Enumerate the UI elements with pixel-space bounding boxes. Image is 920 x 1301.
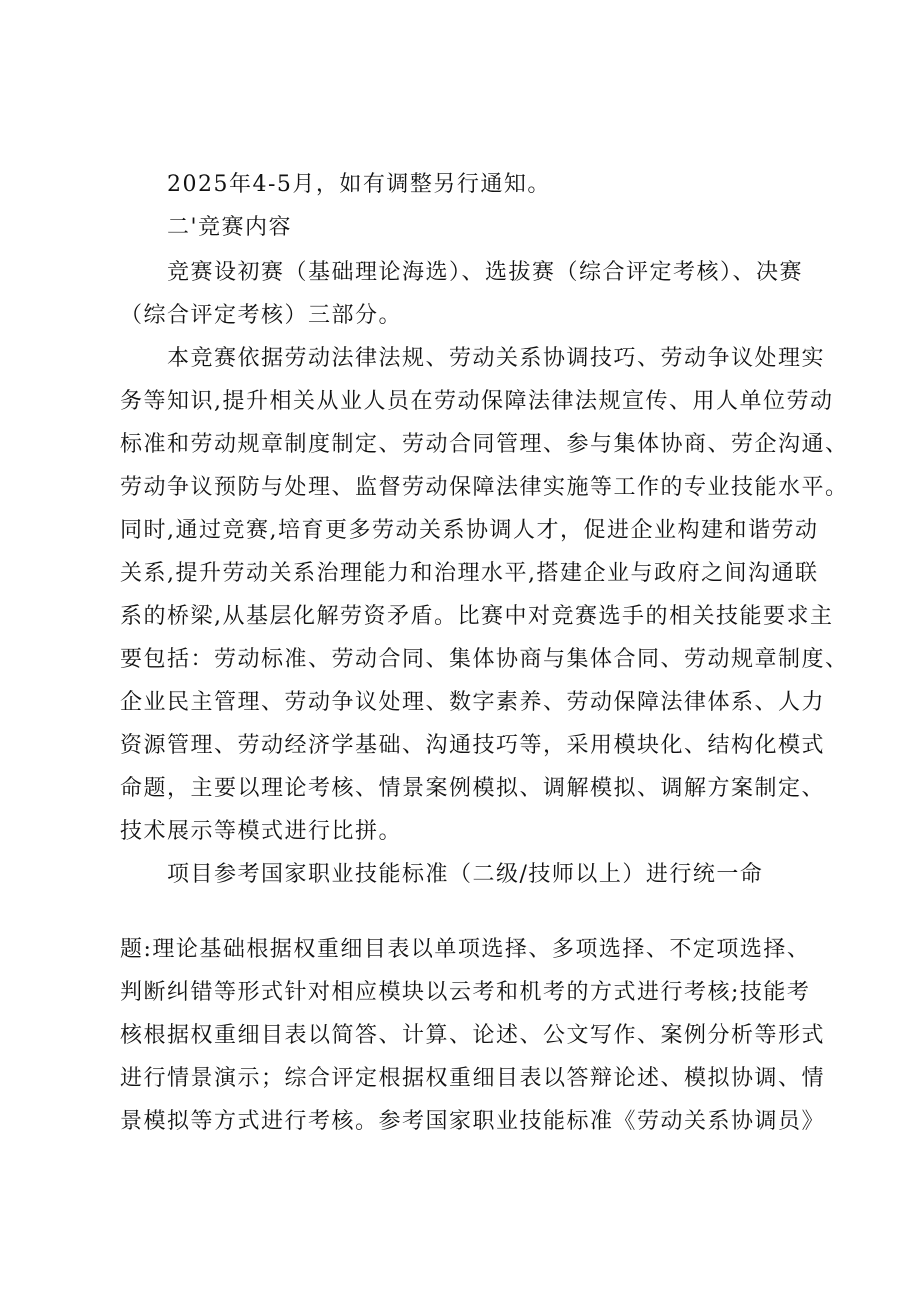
- paragraph-basis-line: 系的桥梁,从基层化解劳资矛盾。比赛中对竞赛选手的相关技能要求主: [120, 604, 834, 629]
- paragraph-standard-line: 题:理论基础根据权重细目表以单项选择、多项选择、不定项选择、: [120, 937, 811, 962]
- paragraph-standard-line: 判断纠错等形式针对相应模块以云考和机考的方式进行考核;技能考: [120, 980, 811, 1005]
- paragraph-basis-line: 本竞赛依据劳动法律法规、劳动关系协调技巧、劳动争议处理实: [167, 346, 826, 371]
- paragraph-basis-line: 命题，主要以理论考核、情景案例模拟、调解模拟、调解方案制定、: [120, 776, 826, 801]
- paragraph-basis-line: 关系,提升劳动关系治理能力和治理水平,搭建企业与政府之间沟通联: [120, 561, 819, 586]
- paragraph-basis-line: 同时,通过竞赛,培育更多劳动关系协调人才，促进企业构建和谐劳动: [120, 518, 819, 543]
- paragraph-basis-line: 企业民主管理、劳动争议处理、数字素养、劳动保障法律体系、人力: [120, 690, 826, 715]
- paragraph-basis-line: 标准和劳动规章制度制定、劳动合同管理、参与集体协商、劳企沟通、: [120, 432, 849, 457]
- paragraph-structure-line: 竞赛设初赛（基础理论海选）、选拔赛（综合评定考核）、决赛: [167, 260, 804, 285]
- paragraph-standard-line: 景模拟等方式进行考核。参考国家职业技能标准《劳动关系协调员》: [120, 1109, 826, 1134]
- paragraph-standard-line: 进行情景演示；综合评定根据权重细目表以答辩论述、模拟协调、情: [120, 1066, 826, 1091]
- paragraph-standard-line: 核根据权重细目表以简答、计算、论述、公文写作、案例分析等形式: [120, 1023, 826, 1048]
- paragraph-basis-line: 务等知识,提升相关从业人员在劳动保障法律法规宣传、用人单位劳动: [120, 389, 834, 414]
- paragraph-structure-line: （综合评定考核）三部分。: [120, 303, 403, 328]
- section-heading-competition-content: 二'竞赛内容: [167, 215, 293, 240]
- paragraph-date: 2025年4-5月，如有调整另行通知。: [167, 172, 551, 197]
- paragraph-basis-line: 资源管理、劳动经济学基础、沟通技巧等，采用模块化、结构化模式: [120, 733, 826, 758]
- paragraph-standard-first-line: 项目参考国家职业技能标准（二级/技师以上）进行统一命: [167, 862, 764, 887]
- paragraph-basis-line: 要包括：劳动标准、劳动合同、集体协商与集体合同、劳动规章制度、: [120, 647, 849, 672]
- paragraph-basis-line: 劳动争议预防与处理、监督劳动保障法律实施等工作的专业技能水平。: [120, 475, 849, 500]
- paragraph-basis-line: 技术展示等模式进行比拼。: [120, 819, 403, 844]
